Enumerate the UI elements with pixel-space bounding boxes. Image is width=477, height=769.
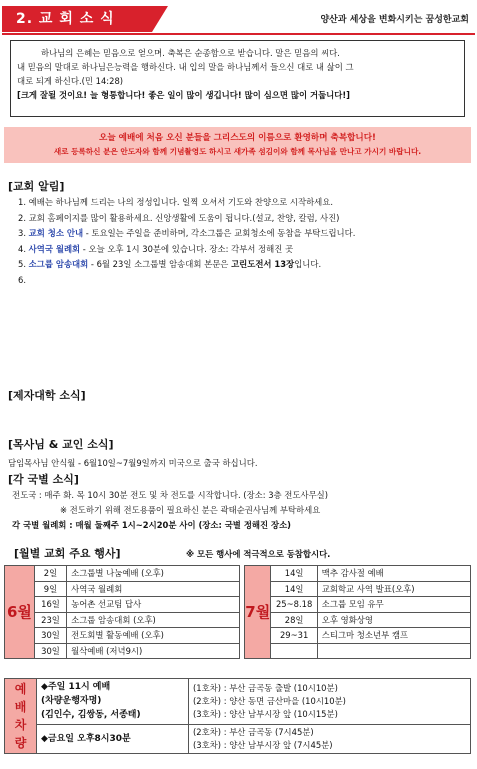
list-item: 1. 예배는 하나님께 드리는 나의 정성입니다. 일찍 오셔서 기도와 찬양으로 시작하세요. <box>18 197 334 207</box>
schedule-event <box>317 643 470 659</box>
schedule-day: 29~31 <box>271 628 317 644</box>
verse-box <box>10 40 465 117</box>
friday-routes-cell <box>189 724 471 753</box>
pastor-news-line: 담임목사님 안식월 - 6월10일~7월9일까지 미국으로 출국 하십니다. <box>8 458 258 468</box>
dept-news-line-1: 전도국 : 매주 화. 목 10시 30분 전도 및 차 전도를 시작합니다. (장소: 3층 전도사무실) <box>12 490 329 500</box>
welcome-banner <box>4 127 471 163</box>
verse-line-4: [크게 잘될 것이요! 늘 형통합니다! 좋은 일이 많이 생깁니다! 많이 심으면 많이 거둡니다!] <box>17 90 350 100</box>
table-row <box>245 628 471 644</box>
bus-route: (2호차) : 부산 금곡동 (7시45분) <box>193 726 314 737</box>
sunday-service-cell <box>37 679 189 725</box>
dept-news-line-2: ※ 전도하기 위해 전도용품이 필요하신 분은 곽태순권사님께 부탁하세요 <box>60 505 321 515</box>
schedule-day: 14일 <box>271 566 317 582</box>
seminary-title: [제자대학 소식] <box>8 389 86 402</box>
schedule-event: 전도회별 활동예배 (오후) <box>67 628 240 644</box>
schedule-event: 오후 영화상영 <box>317 612 470 628</box>
bus-route: (3호차) : 양산 남부시장 앞 (10시15분) <box>193 708 338 719</box>
july-schedule-table <box>244 565 471 659</box>
notices-list <box>18 195 355 288</box>
list-item: 3. 교회 청소 안내 - 토요일는 주일을 준비하며, 각소그룹은 교회청소에 동참을 부탁드립니다. <box>18 228 356 238</box>
schedule-event: 소그룹별 나눔예배 (오후) <box>67 566 240 582</box>
table-row <box>245 612 471 628</box>
table-row <box>5 566 240 582</box>
schedule-event: 스티그마 청소년부 캠프 <box>317 628 470 644</box>
july-label: 7월 <box>245 566 271 659</box>
title-slant-decoration <box>152 6 168 32</box>
schedule-day: 23일 <box>34 612 66 628</box>
list-item: 5. 소그룹 암송대회 - 6월 23일 소그룹별 암송대회 본문은 고린도전서 13장입니다. <box>18 259 322 269</box>
schedule-day: 30일 <box>34 628 66 644</box>
june-schedule-table <box>4 565 240 659</box>
dept-news-title: [각 국별 소식] <box>8 473 79 486</box>
schedule-event: 월삭예배 (저녁9시) <box>67 643 240 659</box>
bus-route: (2호차) : 양산 동면 금산마을 (10시10분) <box>193 695 346 706</box>
table-row <box>5 679 471 725</box>
list-item: 2. 교회 홈페이지를 많이 활용하세요. 신앙생활에 도움이 됩니다.(설교, 찬양, 칼럼, 사진) <box>18 212 340 223</box>
table-row <box>5 628 240 644</box>
schedule-event: 소그룹 모임 유무 <box>317 597 470 613</box>
list-item: 4. 사역국 월례회 - 오늘 오후 1시 30분에 있습니다. 장소: 각부서 정해진 곳 <box>18 243 294 254</box>
schedule-day: 14일 <box>271 581 317 597</box>
schedule-day: 25~8.18 <box>271 597 317 613</box>
schedule-event: 농어촌 선교팀 답사 <box>67 597 240 613</box>
june-label: 6월 <box>5 566 35 659</box>
schedule-title: [월별 교회 주요 행사] <box>14 547 121 560</box>
schedule-day: 30일 <box>34 643 66 659</box>
header-divider <box>2 33 475 35</box>
sunday-drivers-label: (차량운행자명) <box>41 696 102 707</box>
friday-service-title: ◆금요일 오후8시30분 <box>41 733 131 744</box>
schedule-day: 2일 <box>34 566 66 582</box>
table-row <box>5 643 240 659</box>
bus-route: (3호차) : 양산 남부시장 앞 (7시45분) <box>193 739 333 750</box>
list-item: 6. <box>18 274 26 285</box>
table-row <box>245 581 471 597</box>
schedule-event: 소그룹 암송대회 (오후) <box>67 612 240 628</box>
bus-side-label: 예배차량 <box>5 679 37 754</box>
table-row <box>5 612 240 628</box>
schedule-event: 맥추 감사절 예배 <box>317 566 470 582</box>
friday-service-cell <box>37 724 189 753</box>
header <box>0 0 477 36</box>
table-row <box>245 597 471 613</box>
schedule-day: 28일 <box>271 612 317 628</box>
schedule-day: 16일 <box>34 597 66 613</box>
bus-route: (1호차) : 부산 금곡동 출발 (10시10분) <box>193 682 338 693</box>
verse-line-3: 대로 되게 하신다.(민 14:28) <box>17 76 124 86</box>
table-row <box>245 566 471 582</box>
verse-line-2: 내 믿음의 말대로 하나님은능력을 행하신다. 내 입의 말을 하나님께서 들으신 대로 내 삶이 그 <box>17 62 354 72</box>
table-row <box>5 597 240 613</box>
dept-news-line-3: 각 국별 월례회 : 매월 둘째주 1시~2시20분 사이 (장소: 국별 정해진 장소) <box>12 520 292 530</box>
section-title: 2. 교 회 소 식 <box>2 6 152 32</box>
sunday-drivers-names: (김인수, 김쌍동, 서종태) <box>41 710 141 721</box>
sunday-routes-cell <box>189 679 471 725</box>
church-tagline: 양산과 세상을 변화시키는 꿈성한교회 <box>320 15 469 25</box>
table-row <box>5 581 240 597</box>
schedule-day <box>271 643 317 659</box>
welcome-line-2: 새로 등록하신 분은 안도자와 함께 기념촬영도 하시고 새가족 섬김이와 함께 목사님을 만나고 가시기 바랍니다. <box>53 147 422 156</box>
verse-line-1: 하나님의 은혜는 믿음으로 얻으며. 축복은 순종함으로 받습니다. 말은 믿음의 씨다. <box>41 48 340 58</box>
table-row <box>5 724 471 753</box>
welcome-line-1: 오늘 예배에 처음 오신 분들을 그리스도의 이름으로 환영하며 축복합니다! <box>99 133 376 143</box>
table-row <box>245 643 471 659</box>
schedule-note: ※ 모든 행사에 적극적으로 동참합시다. <box>186 549 331 559</box>
pastor-news-title: [목사님 & 교인 소식] <box>8 438 114 451</box>
worship-bus-table <box>4 678 471 754</box>
schedule-event: 사역국 월례회 <box>67 581 240 597</box>
schedule-event: 교회학교 사역 발표(오후) <box>317 581 470 597</box>
notices-title: [교회 알림] <box>8 180 65 193</box>
schedule-day: 9일 <box>34 581 66 597</box>
sunday-service-title: ◆주일 11시 예배 <box>41 682 111 693</box>
